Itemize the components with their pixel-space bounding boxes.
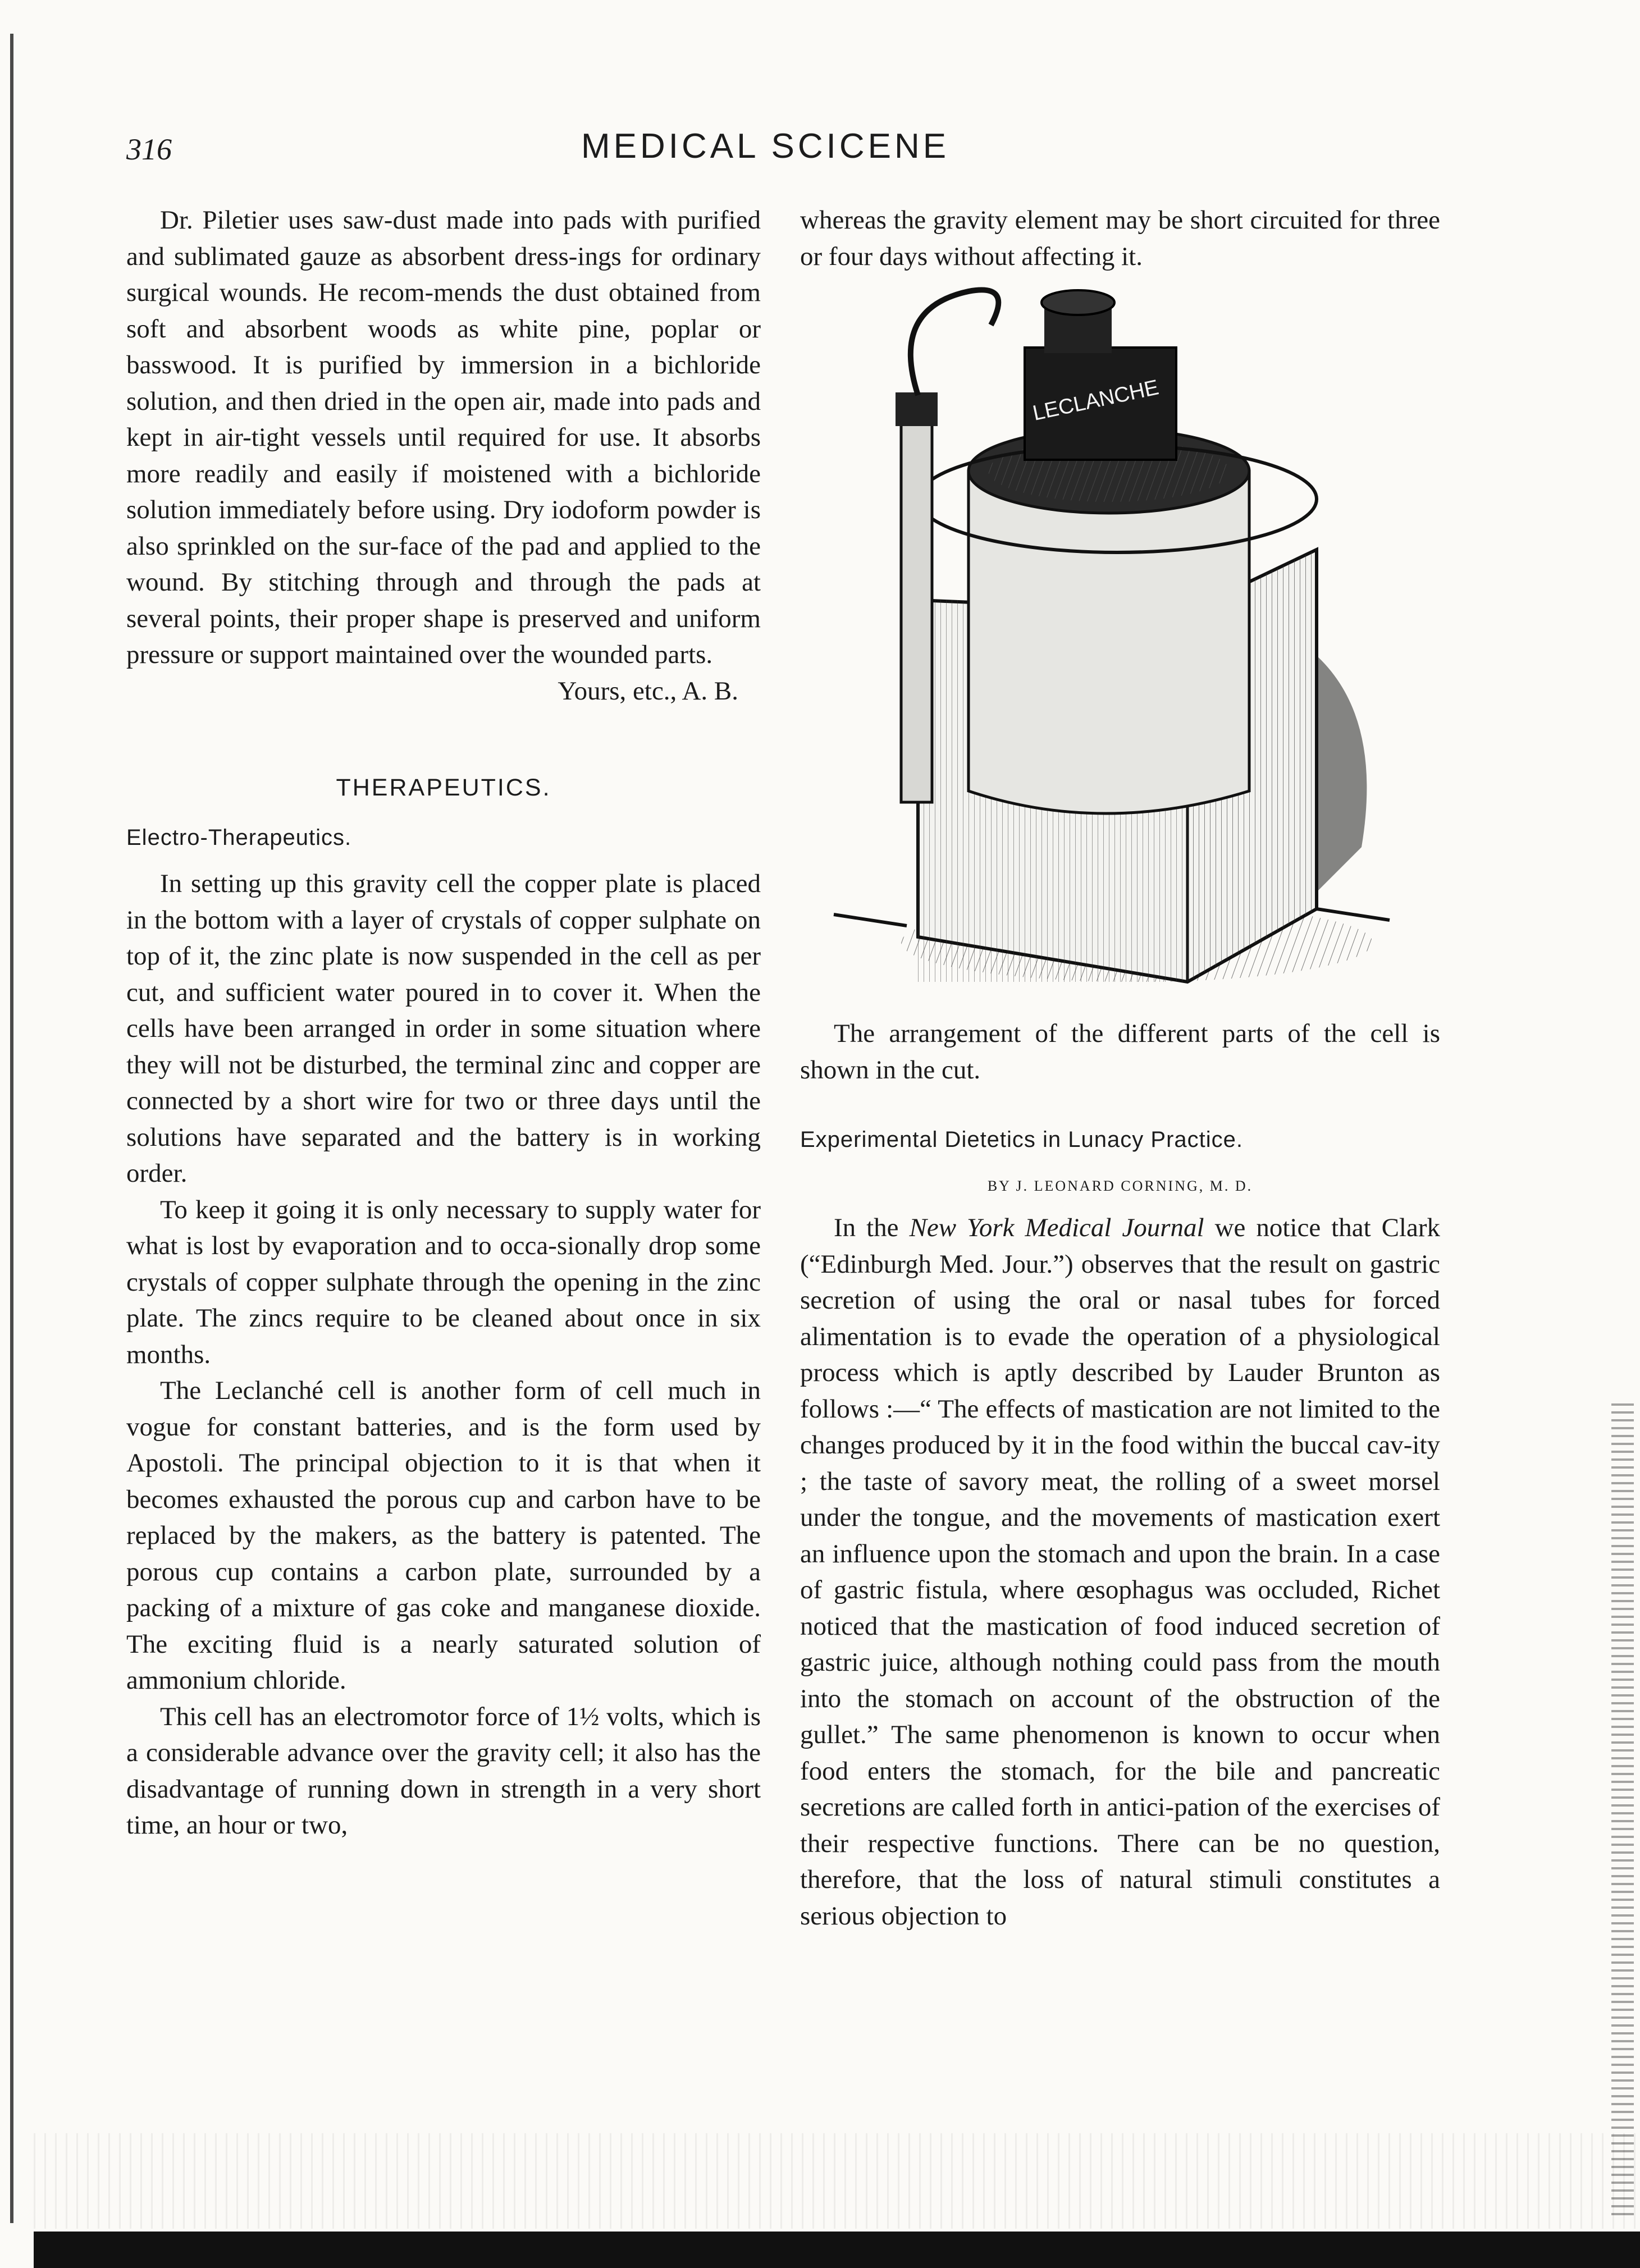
scan-margin-rule <box>10 34 13 2223</box>
page-number: 316 <box>126 132 172 166</box>
letter-signature: Yours, etc., A. B. <box>558 676 738 706</box>
paragraph-gravity-cell: In setting up this gravity cell the copper plate is placed in the bottom with a layer of crystals of copper sulphate on top of it, the zinc plate is now suspended in the cell as per cut, and sufficient water poured in to cover it. When the cells have been arranged in order in some situation where they will not be disturbed, the terminal zinc and copper are connected by a short wire for two or three days until the solutions have separated and the battery is in working order. <box>126 869 761 1188</box>
left-column <box>126 202 761 1844</box>
letter-paragraph: Dr. Piletier uses saw-dust made into pads with purified and sublimated gauze as absorbent dress-ings for ordinary surgical wounds. He recom-mends the dust obtained from soft and absorbent woods as white pine, poplar or basswood. It is purified by immersion in a bichloride solution, and then dried in the open air, made into pads and kept in air-tight vessels until required for use. It absorbs more readily and easily if moistened with a bichloride solution immediately before using. Dry iodoform powder is also sprinkled on the sur-face of the pad and applied to the wound. By stitching through and through the pads at several points, their proper shape is preserved and uniform pressure or support maintained over the wounded parts. <box>126 205 761 669</box>
scan-right-edge <box>1611 1403 1634 2217</box>
paragraph-dietetics-body: we notice that Clark (“Edinburgh Med. Jour.”) observes that the result on gastric secretion of using the oral or nasal tubes for forced alimentation is to evade the operation of a physiological process which is aptly described by Lauder Brunton as follows :—“ The effects of mastication are not limited to the changes produced by it in the food within the buccal cav-ity ; the taste of savory meat, the rolling of a sweet morsel under the tongue, and the movements of mastication exert an influence upon the stomach and upon the brain. In a case of gastric fistula, where œsophagus was occluded, Richet noticed that the mastication of food induced secretion of gastric juice, although nothing could pass from the mouth into the stomach on account of the obstruction of the gullet.” The same phenomenon is known to occur when food enters the stomach, for the bile and pancreatic secretions are called forth in antici-pation of the exercises of their respective functions. There can be no question, therefore, that the loss of natural stimuli constitutes a serious objection to <box>800 1213 1441 1931</box>
article-byline: BY J. LEONARD CORNING, M. D. <box>987 1177 1253 1194</box>
scan-bottom-bar <box>34 2232 1640 2268</box>
paragraph-maintenance: To keep it going it is only necessary to supply water for what is lost by evaporation and to occa-sionally drop some crystals of copper sulphate through the opening in the zinc plate. The zincs require to be cleaned about once in six months. <box>126 1195 761 1369</box>
paragraph-electromotor: This cell has an electromotor force of 1½ volts, which is a considerable advance over the gravity cell; it also has the disadvantage of running down in strength in a very short time, an hour or two, <box>126 1702 761 1840</box>
figure-label: LECLANCHE <box>1030 376 1161 426</box>
scan-bottom-noise <box>34 2133 1639 2229</box>
leclanche-cell-illustration <box>823 286 1406 1016</box>
article-heading: Experimental Dietetics in Lunacy Practice. <box>800 1127 1243 1152</box>
figure-caption: The arrangement of the different parts of the cell is shown in the cut. <box>800 1019 1440 1085</box>
paragraph-continuation: whereas the gravity element may be short circuited for three or four days without affecting it. <box>800 205 1440 271</box>
paragraph-leclanche: The Leclanché cell is another form of cell much in vogue for constant batteries, and is the form used by Apostoli. The principal objection to it is that when it becomes exhausted the porous cup and carbon have to be replaced by the makers, as the battery is patented. The porous cup contains a carbon plate, surrounded by a packing of a mixture of gas coke and manganese dioxide. The exciting fluid is a nearly saturated solution of ammonium chloride. <box>126 1376 761 1695</box>
right-column <box>800 202 1440 1934</box>
running-title: MEDICAL SCICENE <box>581 127 950 166</box>
journal-title: New York Medical Journal <box>909 1213 1204 1242</box>
section-heading: THERAPEUTICS. <box>336 774 551 801</box>
paragraph-dietetics <box>800 1210 1440 1934</box>
paragraph-dietetics-pre: In the <box>834 1213 910 1242</box>
subsection-heading: Electro-Therapeutics. <box>126 825 352 850</box>
